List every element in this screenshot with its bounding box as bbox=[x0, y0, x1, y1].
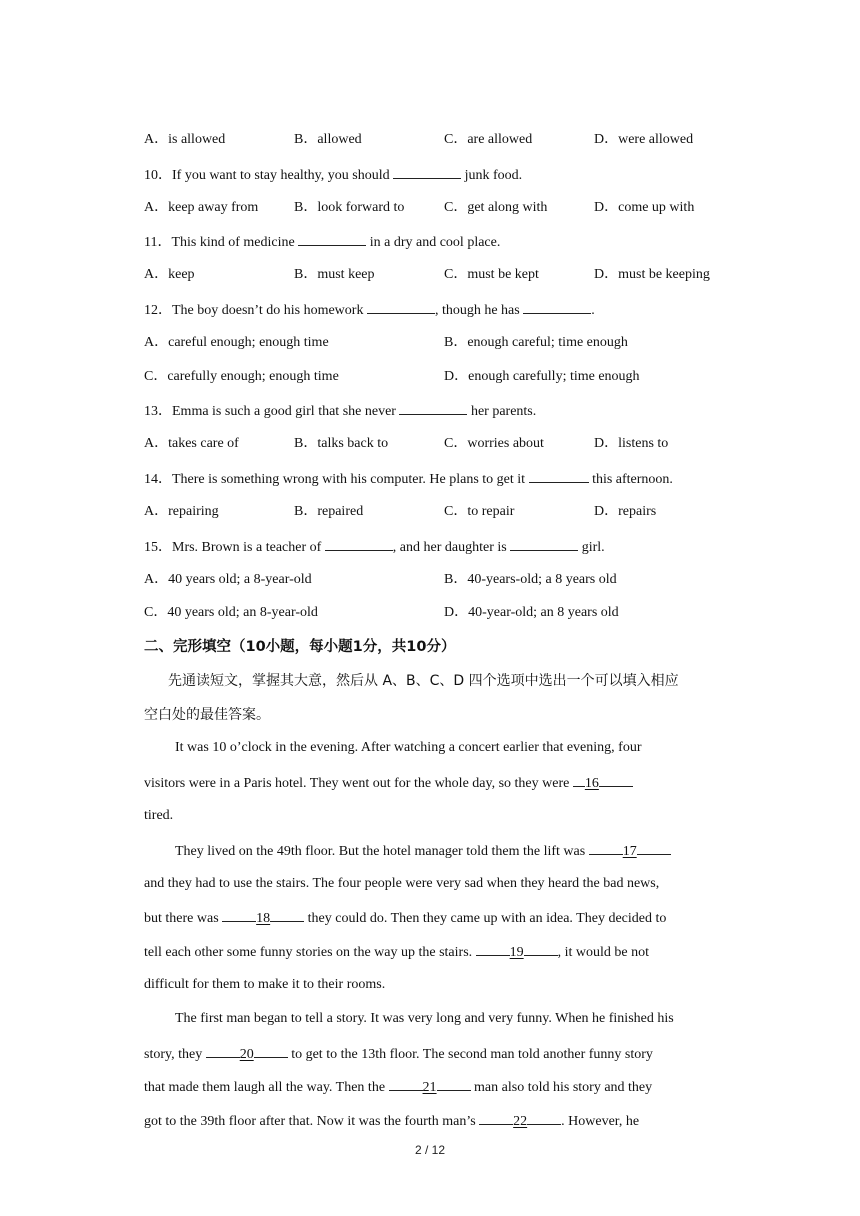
q13-option-c: C．worries about bbox=[444, 436, 544, 451]
q10-option-b: B．look forward to bbox=[294, 200, 405, 215]
page-number: 2 / 12 bbox=[414, 1143, 446, 1157]
answer-blank bbox=[367, 299, 435, 314]
q14-option-a: A．repairing bbox=[144, 504, 219, 519]
blank-18: 18 bbox=[256, 911, 271, 926]
passage-line: got to the 39th floor after that. Now it was the fourth man’s 22 . However, he bbox=[144, 1110, 639, 1132]
q10-option-d: D．come up with bbox=[594, 200, 695, 215]
q13-option-a: A．takes care of bbox=[144, 436, 239, 451]
q11-option-b: B．must keep bbox=[294, 267, 375, 282]
section-heading: 二、完形填空（10小题，每小题1分，共10分） bbox=[144, 639, 456, 655]
q15-option-a: A．40 years old; a 8-year-old bbox=[144, 572, 312, 587]
q9-option-b: B．allowed bbox=[294, 132, 362, 147]
answer-blank bbox=[298, 231, 366, 246]
q11-stem: 11．This kind of medicine in a dry and cool place. bbox=[144, 231, 500, 253]
section-instruction-cont: 空白处的最佳答案。 bbox=[144, 707, 270, 723]
q11-option-a: A．keep bbox=[144, 267, 195, 282]
q10-option-a: A．keep away from bbox=[144, 200, 259, 215]
q9-option-c: C．are allowed bbox=[444, 132, 533, 147]
q13-option-d: D．listens to bbox=[594, 436, 669, 451]
passage-line: visitors were in a Paris hotel. They went out for the whole day, so they were 16 bbox=[144, 772, 633, 794]
q15-option-c: C．40 years old; an 8-year-old bbox=[144, 605, 318, 620]
passage-line: that made them laugh all the way. Then the 21 man also told his story and they bbox=[144, 1076, 652, 1098]
blank-22: 22 bbox=[513, 1114, 528, 1129]
blank-17: 17 bbox=[622, 844, 637, 859]
q10-stem: 10．If you want to stay healthy, you should junk food. bbox=[144, 164, 522, 186]
q11-option-d: D．must be keeping bbox=[594, 267, 710, 282]
q11-option-c: C．must be kept bbox=[444, 267, 539, 282]
passage-line: They lived on the 49th floor. But the hotel manager told them the lift was 17 bbox=[175, 840, 671, 862]
passage-line: It was 10 o’clock in the evening. After watching a concert earlier that evening, four bbox=[175, 740, 642, 755]
passage-line: tell each other some funny stories on the way up the stairs. 19 , it would be not bbox=[144, 941, 649, 963]
blank-21: 21 bbox=[422, 1080, 437, 1095]
answer-blank bbox=[510, 536, 578, 551]
answer-blank bbox=[529, 468, 589, 483]
q10-option-c: C．get along with bbox=[444, 200, 548, 215]
q15-option-d: D．40-year-old; an 8 years old bbox=[444, 605, 619, 620]
q14-option-d: D．repairs bbox=[594, 504, 657, 519]
passage-line: and they had to use the stairs. The four people were very sad when they heard the bad news, bbox=[144, 876, 660, 891]
answer-blank bbox=[399, 400, 467, 415]
passage-line: difficult for them to make it to their rooms. bbox=[144, 977, 386, 992]
q15-stem: 15．Mrs. Brown is a teacher of , and her daughter is girl. bbox=[144, 536, 605, 558]
q12-option-b: B．enough careful; time enough bbox=[444, 335, 628, 350]
blank-19: 19 bbox=[509, 945, 524, 960]
q14-stem: 14．There is something wrong with his computer. He plans to get it this afternoon. bbox=[144, 468, 673, 490]
blank-20: 20 bbox=[239, 1047, 254, 1062]
q9-option-d: D．were allowed bbox=[594, 132, 694, 147]
answer-blank bbox=[393, 164, 461, 179]
q13-stem: 13．Emma is such a good girl that she never her parents. bbox=[144, 400, 536, 422]
answer-blank bbox=[523, 299, 591, 314]
passage-line: tired. bbox=[144, 808, 174, 823]
passage-line: but there was 18 they could do. Then they came up with an idea. They decided to bbox=[144, 907, 666, 929]
q12-option-a: A．careful enough; enough time bbox=[144, 335, 329, 350]
blank-16: 16 bbox=[584, 776, 599, 791]
section-instruction: 先通读短文，掌握其大意，然后从 A、B、C、D 四个选项中选出一个可以填入相应 bbox=[168, 673, 679, 689]
answer-blank bbox=[325, 536, 393, 551]
q14-option-c: C．to repair bbox=[444, 504, 515, 519]
q12-option-c: C．carefully enough; enough time bbox=[144, 369, 339, 384]
q12-option-d: D．enough carefully; time enough bbox=[444, 369, 640, 384]
q9-option-a: A．is allowed bbox=[144, 132, 226, 147]
passage-line: The first man began to tell a story. It was very long and very funny. When he finished his bbox=[175, 1011, 674, 1026]
q12-stem: 12．The boy doesn’t do his homework , though he has . bbox=[144, 299, 595, 321]
q13-option-b: B．talks back to bbox=[294, 436, 389, 451]
q15-option-b: B．40-years-old; a 8 years old bbox=[444, 572, 617, 587]
passage-line: story, they 20 to get to the 13th floor. The second man told another funny story bbox=[144, 1043, 653, 1065]
q14-option-b: B．repaired bbox=[294, 504, 364, 519]
